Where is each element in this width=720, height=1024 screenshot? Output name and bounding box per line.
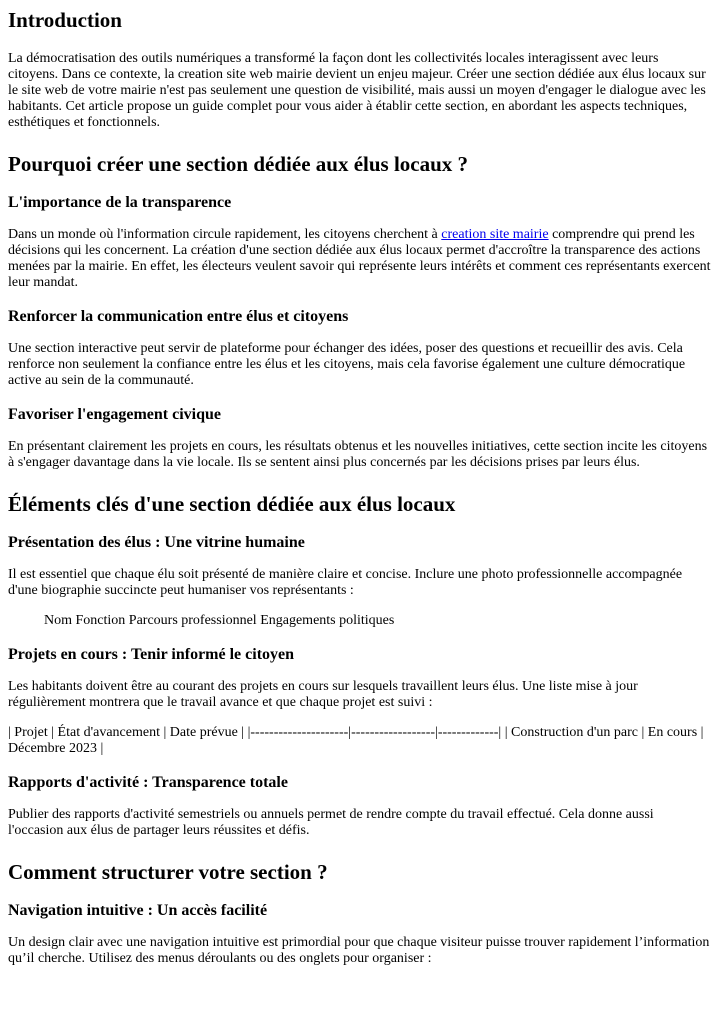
article <box>0 7 720 967</box>
reports-heading: Rapports d'activité : Transparence totale <box>8 774 288 791</box>
navigation-paragraph: Un design clair avec une navigation intuitive est primordial pour que chaque visiteur puisse trouver rapidement l’information qu’il cherche. Utilisez des menus déroulants ou des onglets pour organiser : <box>8 935 710 966</box>
transparency-text-before: Dans un monde où l'information circule rapidement, les citoyens cherchent à <box>8 227 442 242</box>
communication-heading: Renforcer la communication entre élus et citoyens <box>8 308 349 325</box>
structure-heading: Comment structurer votre section ? <box>8 860 328 884</box>
transparency-text-after: comprendre qui prend les décisions qui les concernent. La création d'une section dédiée aux élus locaux permet d'accroître la transparence des actions menées par la mairie. En effet, les électeurs veulent savoir qui représente leurs intérêts et comment ces représentants exercent leur mandat. <box>8 227 711 290</box>
intro-heading: Introduction <box>8 8 122 32</box>
transparency-paragraph <box>8 227 712 291</box>
elements-heading: Éléments clés d'une section dédiée aux élus locaux <box>8 492 456 516</box>
presentation-list: Nom Fonction Parcours professionnel Engagements politiques <box>44 613 395 628</box>
presentation-heading: Présentation des élus : Une vitrine humaine <box>8 534 305 551</box>
why-heading: Pourquoi créer une section dédiée aux élus locaux ? <box>8 152 469 176</box>
creation-site-mairie-link[interactable]: creation site mairie <box>441 227 549 242</box>
navigation-heading: Navigation intuitive : Un accès facilité <box>8 902 268 919</box>
engagement-paragraph: En présentant clairement les projets en cours, les résultats obtenus et les nouvelles initiatives, cette section incite les citoyens à s'engager davantage dans la vie locale. Ils se sentent ainsi plus concernés par les décisions prises par leurs élus. <box>8 439 708 470</box>
reports-paragraph: Publier des rapports d'activité semestriels ou annuels permet de rendre compte du travail effectué. Cela donne aussi l'occasion aux élus de partager leurs réussites et défis. <box>8 807 654 838</box>
projects-table-text: | Projet | État d'avancement | Date prévue | |---------------------|------------------|-------------| | Construction d'un parc | En cours | Décembre 2023 | <box>8 725 704 756</box>
projects-heading: Projets en cours : Tenir informé le citoyen <box>8 646 295 663</box>
engagement-heading: Favoriser l'engagement civique <box>8 406 221 423</box>
presentation-paragraph: Il est essentiel que chaque élu soit présenté de manière claire et concise. Inclure une photo professionnelle accompagnée d'une biographie succincte peut humaniser vos représentants : <box>8 567 683 598</box>
communication-paragraph: Une section interactive peut servir de plateforme pour échanger des idées, poser des questions et recueillir des avis. Cela renforce non seulement la confiance entre les élus et les citoyens, mais cela favorise également une culture démocratique active au sein de la communauté. <box>8 341 686 388</box>
transparency-heading: L'importance de la transparence <box>8 194 232 211</box>
intro-paragraph: La démocratisation des outils numériques a transformé la façon dont les collectivités locales interagissent avec leurs citoyens. Dans ce contexte, la creation site web mairie devient un enjeu majeur. Créer une section dédiée aux élus locaux sur le site web de votre mairie n'est pas seulement une question de visibilité, mais aussi un moyen d'engager le dialogue avec les habitants. Cet article propose un guide complet pour vous aider à établir cette section, en abordant les aspects techniques, esthétiques et fonctionnels. <box>8 51 706 130</box>
projects-paragraph: Les habitants doivent être au courant des projets en cours sur lesquels travaillent leurs élus. Une liste mise à jour régulièrement montrera que le travail avance et que chaque projet est suivi : <box>8 679 638 710</box>
